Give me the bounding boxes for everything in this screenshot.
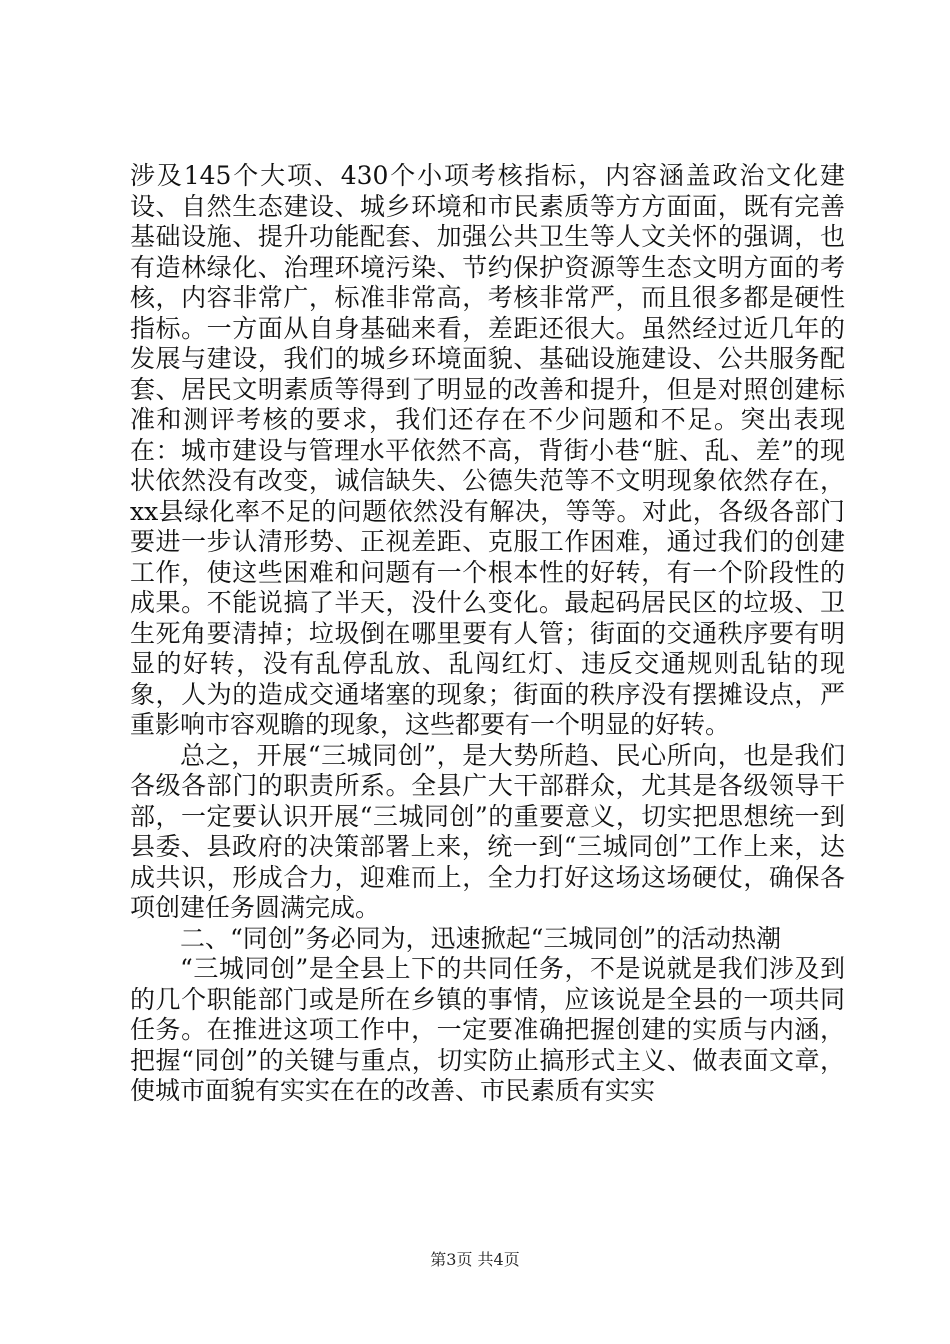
paragraph-section-body: “三城同创”是全县上下的共同任务，不是说就是我们涉及到的几个职能部门或是所在乡镇的事情，应该说是全县的一项共同任务。在推进这项工作中，一定要准确把握创建的实质与内涵，把握“同创”的关键与重点，切实防止搞形式主义、做表面文章，使城市面貌有实实在在的改善、市民素质有实实 — [130, 954, 845, 1105]
paragraph-continued: 涉及145个大项、430个小项考核指标，内容涵盖政治文化建设、自然生态建设、城乡环境和市民素质等方方面面，既有完善基础设施、提升功能配套、加强公共卫生等人文关怀的强调，也有造林绿化、治理环境污染、节约保护资源等生态文明方面的考核，内容非常广，标准非常高，考核非常严，而且很多都是硬性指标。一方面从自身基础来看，差距还很大。虽然经过近几年的发展与建设，我们的城乡环境面貌、基础设施建设、公共服务配套、居民文明素质等得到了明显的改善和提升，但是对照创建标准和测评考核的要求，我们还存在不少问题和不足。突出表现在：城市建设与管理水平依然不高，背街小巷“脏、乱、差”的现状依然没有改变，诚信缺失、公德失范等不文明现象依然存在，xx县绿化率不足的问题依然没有解决，等等。对此，各级各部门要进一步认清形势、正视差距、克服工作困难，通过我们的创建工作，使这些困难和问题有一个根本性的好转，有一个阶段性的成果。不能说搞了半天，没什么变化。最起码居民区的垃圾、卫生死角要清掉；垃圾倒在哪里要有人管；街面的交通秩序要有明显的好转，没有乱停乱放、乱闯红灯、违反交通规则乱钻的现象，人为的造成交通堵塞的现象；街面的秩序没有摆摊设点，严重影响市容观瞻的现象，这些都要有一个明显的好转。 — [130, 161, 845, 739]
body-text — [130, 161, 845, 1107]
paragraph-summary: 总之，开展“三城同创”，是大势所趋、民心所向，也是我们各级各部门的职责所系。全县广大干部群众，尤其是各级领导干部，一定要认识开展“三城同创”的重要意义，切实把思想统一到县委、县政府的决策部署上来，统一到“三城同创”工作上来，达成共识，形成合力，迎难而上，全力打好这场这场硬仗，确保各项创建任务圆满完成。 — [130, 740, 845, 922]
page-footer: 第3页 共4页 — [430, 1250, 520, 1269]
section-heading: 二、“同创”务必同为，迅速掀起“三城同创”的活动热潮 — [180, 923, 782, 953]
